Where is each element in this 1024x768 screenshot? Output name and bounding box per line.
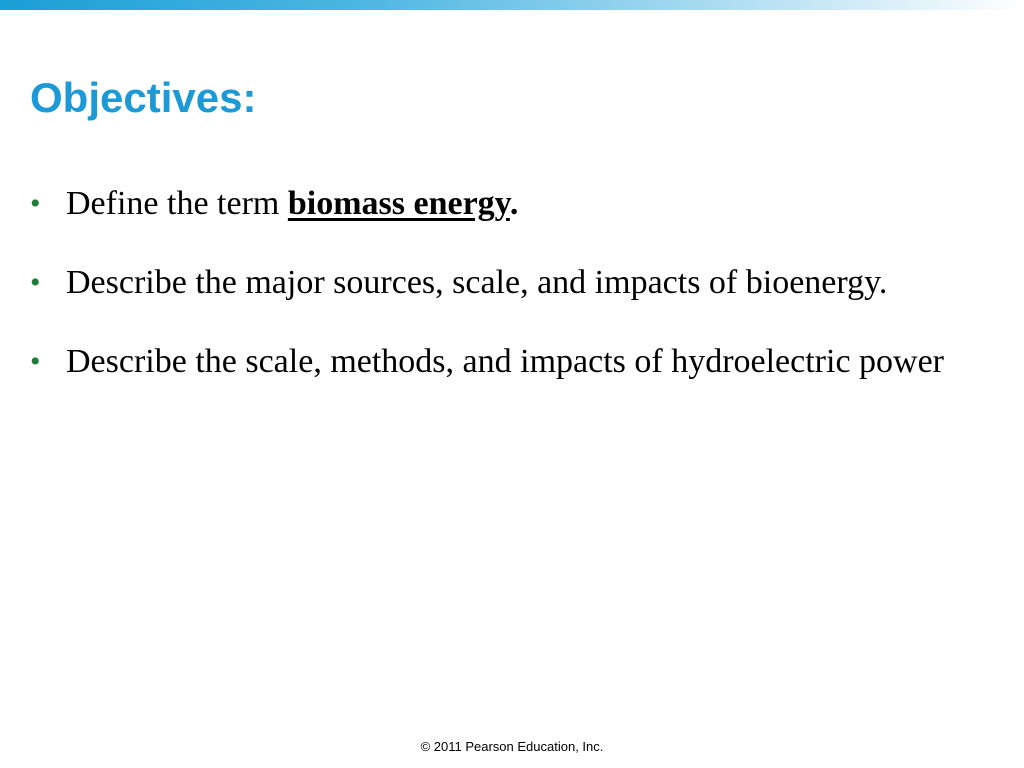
objective-1-term: biomass energy <box>287 185 510 222</box>
objective-1-suffix: . <box>509 185 519 222</box>
bullet-icon: • <box>30 266 41 299</box>
objective-1-prefix: Define the term <box>66 185 288 222</box>
slide-title: Objectives: <box>30 74 257 121</box>
objective-item-3 <box>30 338 1000 386</box>
top-gradient-band <box>0 0 1024 10</box>
bullet-icon: • <box>30 345 41 378</box>
objectives-list <box>30 180 1000 417</box>
objective-2-text: Describe the major sources, scale, and impacts of bioenergy. <box>66 264 888 301</box>
objective-item-1 <box>30 180 1000 228</box>
copyright-footer: © 2011 Pearson Education, Inc. <box>420 739 604 754</box>
objective-3-text: Describe the scale, methods, and impacts of hydroelectric power <box>66 343 945 380</box>
bullet-icon: • <box>30 187 41 220</box>
objective-item-2 <box>30 259 1000 307</box>
